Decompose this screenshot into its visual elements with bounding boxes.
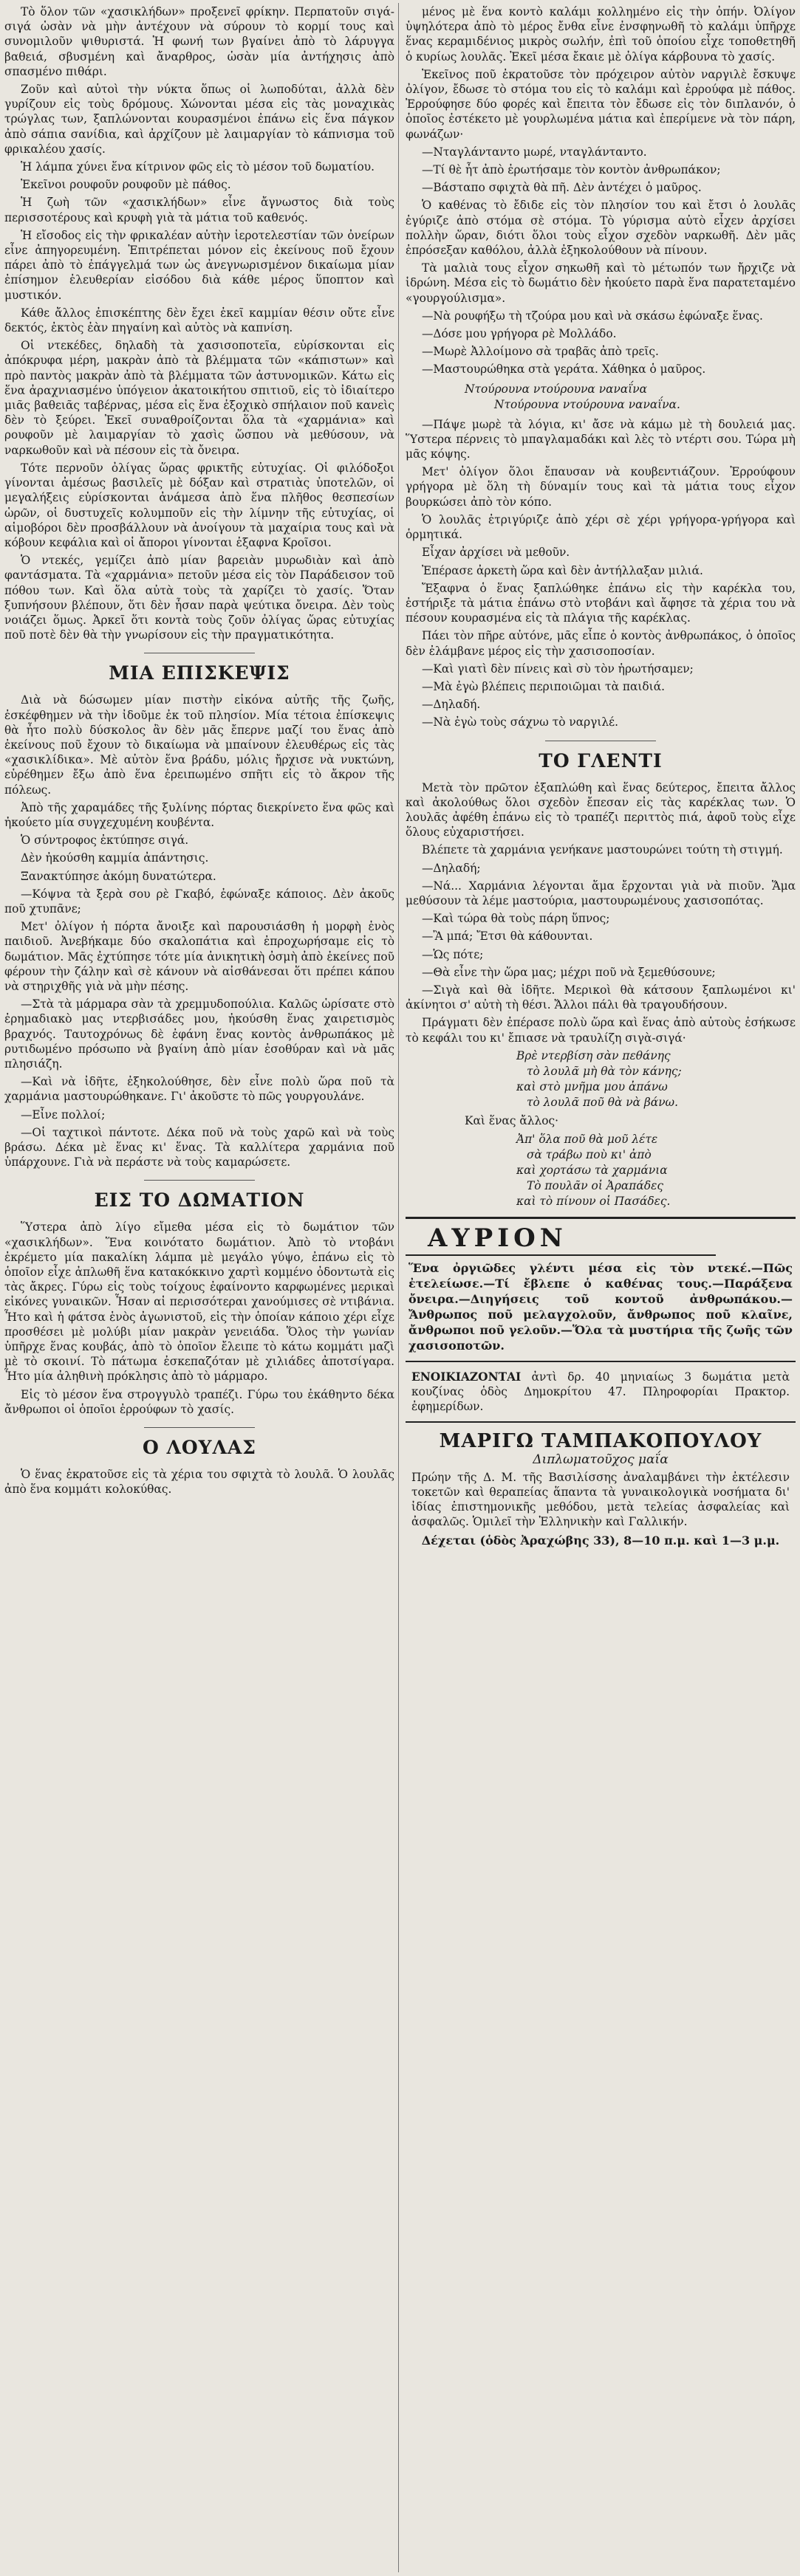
tomorrow-heading: ΑΥΡΙΟΝ xyxy=(428,1223,567,1253)
glenti-section xyxy=(406,780,796,1045)
rent-ad xyxy=(406,1370,796,1414)
verse-line: τὸ λουλᾶ μὴ θὰ τὸν κάνης; xyxy=(527,1064,682,1078)
paragraph: Ξανακτύπησε ἀκόμη δυνατώτερα. xyxy=(21,869,216,883)
paragraph: —Νταγλάνταντο μωρέ, νταγλάνταντο. xyxy=(422,145,647,159)
paragraph: Εἰς τὸ μέσον ἕνα στρογγυλὸ τραπέζι. Γύρω του ἐκάθηντο δέκα ἄνθρωποι οἱ ὁποῖοι ἐρρούφων τὸ χασίς. xyxy=(4,1387,394,1416)
midwife-ad-subtitle: Διπλωματοῦχος μαΐα xyxy=(533,1452,669,1467)
paragraph: —Οἱ ταχτικοὶ πάντοτε. Δέκα ποῦ νὰ τοὺς χαρῶ καὶ νὰ τοὺς βράσω. Δέκα μὲ ἕνας κι' ἕνας. Τὰ καλλίτερα χαρμάνια ποῦ ὑπάρχουνε. Γιὰ νὰ περάστε νὰ τοὺς καμαρώσετε. xyxy=(4,1125,394,1169)
tomorrow-box xyxy=(406,1217,796,1353)
song-verse-3 xyxy=(406,1132,796,1209)
verse-line: Βρὲ ντερβίση σὰν πεθάνης xyxy=(516,1048,671,1062)
paragraph: —Σιγὰ καὶ θὰ ἰδῆτε. Μερικοὶ θὰ κάτσουν ξαπλωμένοι κι' ἀκίνητοι σ' αὐτὴ τὴ θέσι. Ἄλλοι πάλι θὰ τραγουδήσουν. xyxy=(406,983,796,1012)
paragraph: Δὲν ἠκούσθη καμμία ἀπάντησις. xyxy=(21,851,209,865)
section-divider xyxy=(144,1180,255,1181)
paragraph: Πράγματι δὲν ἐπέρασε πολὺ ὥρα καὶ ἕνας ἀπὸ αὐτοὺς ἐσήκωσε τὸ κεφάλι του κι' ἔπιασε νὰ τραυλίζη σιγὰ-σιγά· xyxy=(406,1016,796,1045)
paragraph: —Ὡς πότε; xyxy=(422,947,484,961)
paragraph: —Μαστουρώθηκα στὰ γεράτα. Χάθηκα ὁ μαῦρος. xyxy=(422,363,706,377)
left-column xyxy=(4,4,394,1500)
paragraph: —Καὶ τώρα θὰ τοὺς πάρη ὕπνος; xyxy=(422,912,610,926)
paragraph: —Νά... Χαρμάνια λέγονται ἅμα ἔρχονται γιὰ νὰ πιοῦν. Ἅμα μεθύσουν τὰ λέμε μαστούρια, μαστουρωμένους χασισοπότας. xyxy=(406,879,796,907)
paragraph: —Δηλαδή. xyxy=(422,698,481,712)
rent-ad-title: ΕΝΟΙΚΙΑΖΟΝΤΑΙ xyxy=(411,1370,522,1384)
paragraph: Τότε περνοῦν ὀλίγας ὥρας φρικτῆς εὐτυχίας. Οἱ φιλόδοξοι γίνονται ἀμέσως βασιλεῖς μὲ δόξαν καὶ στρατιὰς ὑποτελῶν, οἱ μεγαλήξεις εὑρίσκονται ἀνάμεσα ἀπὸ ἕνα πλῆθος θεσπεσίων ὡρῶν, οἱ δυστυχεῖς κολυμποῦν εἰς τὴν λίμνην τῆς εὐτυχίας, οἱ αἱμοβόροι δὲν προσβάλλουν νὰ ἀνοίγουν τὰ μαχαίρια τους καὶ νὰ κόβουν κεφάλια καὶ οἱ ἄποροι γίνονται ἐξαφνα Κροῖσοι. xyxy=(4,461,394,549)
loulas-section xyxy=(4,1467,394,1497)
paragraph: —Στὰ τὰ μάρμαρα σὰν τὰ χρεμμυδοπούλια. Καλῶς ὡρίσατε στὸ ἐρημαδιακὸ μας ντερβισάδες μου, ἠκούσθη ἕνας χαιρετισμὸς βραχνός. Ταυτοχρόνως δὲ ἐφάνη ἕνας κοντὸς ἀνθρωπάκος μὲ ρυτιδωμένο πρόσωπο νὰ βγαίνη ἀπὸ μίαν ἐσοθύραν καὶ νὰ μᾶς πλησιάζη. xyxy=(4,997,394,1071)
paragraph: Βλέπετε τὰ χαρμάνια γενήκανε μαστουρώνει τούτη τὴ στιγμή. xyxy=(422,843,783,857)
room-heading: ΕΙΣ ΤΟ ΔΩΜΑΤΙΟΝ xyxy=(94,1189,305,1212)
paragraph: —Δόσε μου γρήγορα ρὲ Μολλάδο. xyxy=(422,327,617,341)
paragraph: Μετ' ὀλίγον ὅλοι ἔπαυσαν νὰ κουβεντιάζουν. Ἐρρούφουν γρήγορα μὲ ὅλη τὴ δύναμίν τους καὶ τὰ μάτια τους εἶχον βουρκώσει ἀπὸ τὸν κόπο. xyxy=(406,465,796,509)
paragraph: —Θὰ εἶνε τὴν ὥρα μας; μέχρι ποῦ νὰ ξεμεθύσουνε; xyxy=(422,965,716,979)
loulas-continued xyxy=(406,4,796,377)
paragraph: —Μὰ ἐγὼ βλέπεις περιποιῶμαι τὰ παιδιά. xyxy=(422,679,665,693)
paragraph: Ἐκεῖνοι ρουφοῦν ρουφοῦν μὲ πάθος. xyxy=(21,178,231,192)
loulas-continued-2 xyxy=(406,417,796,730)
intro-article xyxy=(4,4,394,642)
paragraph: Ἡ λάμπα χύνει ἕνα κίτρινον φῶς εἰς τὸ μέσον τοῦ δωματίου. xyxy=(21,160,375,174)
glenti-heading: ΤΟ ΓΛΕΝΤΙ xyxy=(539,749,663,772)
paragraph: —Πάψε μωρὲ τὰ λόγια, κι' ἄσε νὰ κάμω μὲ τὴ δουλειά μας. Ὕστερα πέρνεις τὸ μπαγλαμαδάκι καὶ λὲς τὸ ντέρτι σου. Τώρα μὴ μᾶς κόψης. xyxy=(406,417,796,461)
room-section xyxy=(4,1220,394,1417)
verse-line: Ντούρουνα ντούρουνα ναναΐνα xyxy=(465,382,648,396)
paragraph: —Νὰ ἐγὼ τοὺς σάχνω τὸ ναργιλέ. xyxy=(422,715,619,729)
paragraph: —Καὶ νὰ ἰδῆτε, ἐξηκολούθησε, δὲν εἶνε πολὺ ὥρα ποῦ τὰ χαρμάνια μαστουρώθηκανε. Γι' ἀκοῦστε τὸ πῶς γουργουλάνε. xyxy=(4,1075,394,1104)
loulas-heading: Ο ΛΟΥΛΑΣ xyxy=(143,1437,256,1459)
rent-ad-text: ἀντὶ δρ. 40 μηνιαίως 3 δωμάτια μετὰ κουζίνας ὁδὸς Δημοκρίτου 47. Πληροφορίαι Πρακτορ. ἐφημερίδων. xyxy=(411,1370,790,1413)
right-column xyxy=(406,4,796,1549)
paragraph: Ὁ ἕνας ἐκρατοῦσε εἰς τὰ χέρια του σφιχτὰ τὸ λουλᾶ. Ὁ λουλᾶς ἀπὸ ἕνα κομμάτι κολοκύθας. xyxy=(4,1468,394,1497)
paragraph: Ἀπὸ τῆς χαραμάδες τῆς ξυλίνης πόρτας διεκρίνετο ἕνα φῶς καὶ ἠκούετο μία συγχεχυμένη κουβέντα. xyxy=(4,800,394,829)
paragraph: Ἐκεῖνος ποῦ ἐκρατοῦσε τὸν πρόχειρον αὐτὸν ναργιλὲ ἔσκυψε ὀλίγον, ἔδωσε τὸ στόμα του εἰς τὸ καλάμι καὶ ἐρρούφα μὲ πάθος. Ἐρρούφησε δύο φορές καὶ ἔπειτα τὸν ἔδωσε εἰς τὸν διπλανόν, ὁ ὁποῖος ἐστέκετο μὲ γουρλωμένα μάτια καὶ ἐπερίμενε νὰ τὸν πάρη, φωνάζων· xyxy=(406,67,796,141)
paragraph: Ὁ λουλᾶς ἐτριγύριζε ἀπὸ χέρι σὲ χέρι γρήγορα-γρήγορα καὶ ὁρμητικά. xyxy=(406,512,796,542)
visit-section xyxy=(4,693,394,1169)
paragraph: Ἡ ζωὴ τῶν «χασικλήδων» εἶνε ἄγνωστος διὰ τοὺς περισσοτέρους καὶ κρυφὴ γιὰ τὰ μάτια τοῦ καθενός. xyxy=(4,196,394,224)
verse-line: καὶ στὸ μνῆμα μου ἀπάνω xyxy=(516,1079,668,1093)
paragraph: Ἔξαφνα ὁ ἕνας ξαπλώθηκε ἐπάνω εἰς τὴν καρέκλα του, ἐστήριξε τὰ μάτια ἐπάνω στὸ ντοβάνι καὶ ἄφησε τὰ χέρια του νὰ πέσουν κουρασμένα εἰς τὰ πλάγια τῆς καρέκλας. xyxy=(406,581,796,625)
verse-line: σὰ τράβω ποὺ κι' ἀπὸ xyxy=(527,1147,652,1161)
ad-divider xyxy=(406,1361,796,1362)
paragraph: Τὰ μαλιὰ τους εἶχον σηκωθῆ καὶ τὸ μέτωπόν των ἤρχιζε νὰ ἱδρώνη. Μέσα εἰς τὸ δωμάτιο δὲν ἠκούετο παρὰ ἕνα παρατεταμένο «γουργούλισμα». xyxy=(406,261,796,305)
verse-line: καὶ τὸ πίνουν οἱ Πασάδες. xyxy=(516,1194,671,1208)
paragraph: Ὕστερα ἀπὸ λίγο εἴμεθα μέσα εἰς τὸ δωμάτιον τῶν «χασικλήδων». Ἕνα κοινότατο δωμάτιον. Ἀπὸ τὸ ντοβάνι ἐκρέμετο μία πακαλίκη λάμπα μὲ μεγάλο γύψο, ἐπάνω εἰς τὸ ὁποῖον εἶχε ἀπλωθῆ ἕνα κατακόκκινο χαρτὶ κομμένο ὀδοντωτὰ εἰς τὰς ἄκρες. Γύρω εἰς τοὺς τοίχους ἐφαίνοντο καρφωμένες μερικαὶ εἰκόνες γυναικῶν. Ἦσαν αἱ περισσότεραι χανούμισες σὲ ντιβάνια. Ἦτο καὶ ἡ φάτσα ἑνὸς ἀγωνιστοῦ, εἰς τὴν ὁποίαν κάποιο χέρι εἶχε προσθέσει μὲ μολύβι μίαν μακρὰν γενειάδα. Ὅλος τὴν γωνίαν ὑπῆρχε ἕνας κουβάς, ἀπὸ τὸ ὁποῖον ἔλειπε τὸ κάτω κομμάτι μαζὶ μὲ τὸ σκοινί. Τὸ πάτωμα ἐσκεπαζόταν μὲ χιλιάδες ἀποτσίγαρα. Ἦτο μία ἀληθινὴ πρόκλησις ἀπὸ τὸ μάρμαρο. xyxy=(4,1220,394,1384)
visit-heading: ΜΙΑ ΕΠΙΣΚΕΨΙΣ xyxy=(109,662,290,684)
paragraph: Οἱ ντεκέδες, δηλαδὴ τὰ χασισοποτεῖα, εὑρίσκονται εἰς ἀπόκρυφα μέρη, μακρὰν ἀπὸ τὰ βλέμματα τῶν «κάπιστων» καὶ πρὸ παντὸς μακρὰν ἀπὸ τὰ βλέμματα τῶν ἀστυνομικῶν. Κάτω εἰς ἕνα ἀραχνιασμένο ὑπόγειον ἀκατοικήτου σπιτιοῦ, εἰς τὸ ἰδιαίτερο μιᾶς βαθειᾶς ταβέρνας, μέσα εἰς ἕνα ἐξοχικὸ σπήλαιον ποῦ κανεὶς δὲν τὸ ξεύρει. Ἐκεῖ συναθροίζονται ὅλα τὰ «χαρμάνια» καὶ ρουφοῦν μὲ λαιμαργίαν τὸ χασὶς ὥσπου νὰ μεθύσουν, νὰ ναρκωθοῦν καὶ νὰ πέσουν εἰς τὰ ὄνειρα. xyxy=(4,339,394,457)
verse-line: Ντούρουνα ντούρουνα ναναΐνα. xyxy=(494,397,680,411)
song-intro: Καὶ ἕνας ἄλλος· xyxy=(465,1113,559,1127)
paragraph: Ὁ σύντροφος ἐκτύπησε σιγά. xyxy=(21,834,189,848)
paragraph: Ὁ ντεκές, γεμίζει ἀπὸ μίαν βαρειὰν μυρωδιὰν καὶ ἀπὸ φαντάσματα. Τὰ «χαρμάνια» πετοῦν μέσα εἰς τὸν Παράδεισον τοῦ πόθου των. Καὶ ὅλα αὐτὰ τοὺς τὰ χαρίζει τὸ χασίς. Ὅταν ξυπνήσουν βλέπουν, ὅτι δὲν ἦσαν παρὰ ψεύτικα ὄνειρα. Δὲν τοὺς νοιάζει ὅμως. Ἀρκεῖ ὅτι κοντὰ τοὺς ζοῦν ὀλίγας ὥρας εὐτυχίας ποῦ ποτὲ δὲν θὰ τὴν γνωρίσουν εἰς τὴν πραγματικότητα. xyxy=(4,554,394,642)
paragraph: Ἐπέρασε ἀρκετὴ ὥρα καὶ δὲν ἀντήλλαξαν μιλιά. xyxy=(422,563,703,577)
paragraph: —Νὰ ρουφήξω τὴ τζούρα μου καὶ νὰ σκάσω ἐφώναξε ἕνας. xyxy=(422,309,763,323)
paragraph: Κάθε ἄλλος ἐπισκέπτης δὲν ἔχει ἐκεῖ καμμίαν θέσιν οὔτε εἶνε δεκτός, ἐκτὸς ἐὰν πηγαίνη καὶ αὐτὸς νὰ καπνίση. xyxy=(4,306,394,335)
tomorrow-underline xyxy=(406,1254,716,1256)
paragraph: Τὸ ὅλον τῶν «χασικλήδων» προξενεῖ φρίκην. Περπατοῦν σιγά-σιγά ὡσὰν νὰ μὴν ἀντέχουν νὰ σύρουν τὸ κορμί τους καὶ συνομιλοῦν ψιθυριστά. Ἡ φωνή των βγαίνει ἀπὸ τὸ λάρυγγα βαθειά, σβυσμένη καὶ ἄναρθρος, ὡσὰν μία ἀντήχησις ἀπὸ σπασμένο πιθάρι. xyxy=(4,5,394,78)
paragraph: Ἡ εἴσοδος εἰς τὴν φρικαλέαν αὐτὴν ἱεροτελεστίαν τῶν ὀνείρων εἶνε ἀπηγορευμένη. Ἐπιτρέπεται μόνον εἰς ἐκείνους ποῦ ἔχουν πάρει ἀπὸ τὸ ἐπάγγελμά των ὡς ἀνεγνωρισμένον δικαίωμα μίαν ἐπίσημον ἐλευθερίαν εἰσόδου διὰ κάθε μέρος ὕποπτον καὶ μυστικόν. xyxy=(4,228,394,302)
paragraph: —Ἂ μπά; Ἔτσι θὰ κάθουνται. xyxy=(422,930,593,944)
paragraph: Ὁ καθένας τὸ ἔδιδε εἰς τὸν πλησίον του καὶ ἔτσι ὁ λουλᾶς ἐγύριζε ἀπὸ στόμα σὲ στόμα. Τὸ γύρισμα αὐτὸ εἶχεν ἀρχίσει πολλὴν ὥραν, διότι ὅλοι τοὺς εἶχον σχεδὸν ναρκωθῆ. Δὲν μᾶς ἐπρόσεξαν καθόλου, ἀλλὰ ἐξηκολούθουν νὰ πίνουν. xyxy=(406,199,796,258)
paragraph: Πάει τὸν πῆρε αὐτόνε, μᾶς εἶπε ὁ κοντὸς ἀνθρωπάκος, ὁ ὁποῖος δὲν ἐλάμβανε μέρος εἰς τὴν χασισοποσίαν. xyxy=(406,629,796,658)
verse-line: τὸ λουλᾶ ποῦ θὰ νὰ βάνω. xyxy=(527,1095,679,1109)
paragraph: —Βάσταπο σφιχτὰ θὰ πῆ. Δὲν ἀντέχει ὁ μαῦρος. xyxy=(422,181,702,195)
paragraph: —Εἶνε πολλοί; xyxy=(21,1107,106,1122)
column-divider xyxy=(398,3,399,2572)
verse-line: καὶ χορτάσω τὰ χαρμάνια xyxy=(516,1163,668,1177)
song-verse-2 xyxy=(406,1048,796,1110)
verse-line: Ἀπ' ὅλα ποῦ θὰ μοῦ λέτε xyxy=(516,1132,658,1146)
paragraph: μένος μὲ ἕνα κοντὸ καλάμι κολλημένο εἰς τὴν ὀπήν. Ὀλίγον ὑψηλότερα ἀπὸ τὸ μέρος ἔνθα εἶνε ἐνσφηνωθῆ τὸ καλάμι ὑπῆρχε ἕνας κεραμιδένιος μικρὸς σωλήν, ἐπὶ τοῦ ὁποίου εἶχε τοποθετηθῆ ὁ κυρίως λουλᾶς. Ἐκεῖ μέσα ἔκαιε μὲ ὀλίγα κάρβουνα τὸ χασίς. xyxy=(406,5,796,63)
paragraph: —Τί θὲ ἦτ ἀπὸ ἐρωτήσαμε τὸν κοντὸν ἀνθρωπάκον; xyxy=(422,163,721,177)
midwife-ad-name: ΜΑΡΙΓΩ ΤΑΜΠΑΚΟΠΟΥΛΟΥ xyxy=(439,1429,762,1452)
paragraph: —Μωρὲ Ἀλλοίμονο σὰ τραβᾶς ἀπὸ τρεῖς. xyxy=(422,345,659,359)
song-verse xyxy=(406,382,796,413)
paragraph: Ζοῦν καὶ αὐτοὶ τὴν νύκτα ὅπως οἱ λωποδύται, ἀλλὰ δὲν γυρίζουν εἰς τοὺς δρόμους. Χώνονται μέσα εἰς τὰς μοναχικὰς τρώγλας των, ξαπλώνονται κουρασμένοι ἐπάνω εἰς ἕνα πάγκον ἀπὸ σάπια σανίδια, καὶ ἀρχίζουν μὲ λαιμαργίαν τὸ κάπνισμα τοῦ φρικαλέου χασίς. xyxy=(4,83,394,156)
paragraph: Μετὰ τὸν πρῶτον ἐξαπλώθη καὶ ἕνας δεύτερος, ἔπειτα ἄλλος καὶ ἀκολούθως ὅλοι σχεδὸν ἔπεσαν εἰς τὰς καρέκλας των. Ὁ λουλᾶς ἀφέθη ἐπάνω εἰς τὸ τραπέζι περιττὸς πιά, ἀφοῦ τοὺς εἶχε ὅλους εὐχαριστήσει. xyxy=(406,780,796,839)
paragraph: —Καὶ γιατὶ δὲν πίνεις καὶ σὺ τὸν ἡρωτήσαμεν; xyxy=(422,662,694,676)
paragraph: Εἶχαν ἀρχίσει νὰ μεθοῦν. xyxy=(422,546,570,560)
ad-divider xyxy=(406,1421,796,1423)
section-divider xyxy=(144,1427,255,1428)
midwife-ad-address: Δέχεται (ὁδὸς Ἀραχώβης 33), 8—10 π.μ. καὶ 1—3 μ.μ. xyxy=(421,1533,780,1548)
verse-line: Τὸ πουλᾶν οἱ Ἀραπάδες xyxy=(527,1178,663,1192)
paragraph: —Κόψνα τὰ ξερὰ σου ρὲ Γκαβό, ἐφώναξε κάποιος. Δὲν ἀκοῦς ποῦ χτυπᾶνε; xyxy=(4,887,394,916)
paragraph: Διὰ νὰ δώσωμεν μίαν πιστὴν εἰκόνα αὐτῆς τῆς ζωῆς, ἐσκέφθημεν νὰ τὴν ἰδοῦμε ἐκ τοῦ πλησίον. Μία τέτοια ἐπίσκεψις θὰ ἦτο πολὺ δύσκολος ἂν δὲν μᾶς ἔπερνε μαζί του ἕνας ἀπὸ ἐκείνους ποῦ ἔχουν τὸ δικαίωμα νὰ μπαίνουν ἐλευθέρως εἰς τὰς «χασικλίδικα». Μὲ αὐτὸν ἕνα βράδυ, μόλις ἤρχισε νὰ νυκτώνη, εὑρέθημεν ἔξω ἀπὸ ἕνα ἐρειπωμένο σπῆτι εἰς τὸ ἄκρον τῆς πόλεως. xyxy=(4,693,394,797)
paragraph: —Δηλαδή; xyxy=(422,861,481,875)
midwife-ad-text: Πρώην τῆς Δ. Μ. τῆς Βασιλίσσης ἀναλαμβάνει τὴν ἐκτέλεσιν τοκετῶν καὶ θεραπείας ἅπαντα τὰ γυναικολογικὰ νοσήματα δι' ἰδίας ἐπιστημονικῆς μεθόδου, μετὰ τελείας ἀσφαλείας καὶ ἀσφαλῶς. Ὁμιλεῖ τὴν Ἑλληνικὴν καὶ Γαλλικήν. xyxy=(411,1470,790,1528)
tomorrow-text: Ἕνα ὀργιῶδες γλέντι μέσα εἰς τὸν ντεκέ.—Πῶς ἐτελείωσε.—Τί ἔβλεπε ὁ καθένας τους.—Παράξενα ὄνειρα.—Διηγήσεις τοῦ κοντοῦ ἀνθρωπάκου.—Ἄνθρωπος ποῦ μελαγχολοῦν, ἄνθρωπος ποῦ κλαῖνε, ἄνθρωποι ποῦ γελοῦν.—Ὅλα τὰ μυστήρια τῆς ζωῆς τῶν χασισοποτῶν. xyxy=(408,1260,793,1353)
paragraph: Μετ' ὀλίγον ἡ πόρτα ἄνοιξε καὶ παρουσιάσθη ἡ μορφὴ ἑνὸς παιδιοῦ. Ἀνεβήκαμε δύο σκαλοπάτια καὶ ἐπροχωρήσαμε εἰς τὸ δωμάτιον. Μᾶς ἐχτύπησε τότε μία ἀνικητικὴ ὀσμὴ ἀπὸ ἐκείνες ποῦ φέρουν τὴν ζάλην καὶ σὲ κάνουν νὰ αἰσθάνεσαι ὅτι πρέπει κάπου νὰ στηριχθῆς γιὰ νὰ μὴν πέσης. xyxy=(4,920,394,993)
